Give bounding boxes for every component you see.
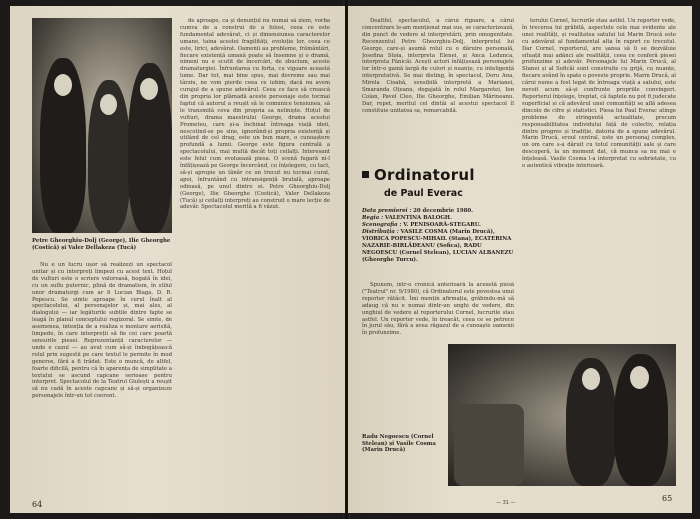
figure-silhouette <box>454 404 524 486</box>
right-page <box>348 6 692 513</box>
play-title <box>362 166 475 184</box>
right-col1-top-text <box>362 18 514 156</box>
credit-row: Scenografia : V. PENISOARĂ-STEGARU. <box>362 222 481 229</box>
left-col2-text <box>180 18 330 500</box>
paragraph: Nu e un lucru ușor să realizezi un spectacol unitar și cu interpreți limpezi cu acest text. Hoțul de vulturi este o scriere valoroasă, bogată în idei, cu un suflu puternic, plină de dramatism, în stilul unor dramaturgi cum ar fi Lucian Blaga, D. R. Popescu. Se simte aproape în cerul înalt al spectacolului, al personajelor și, mai ales, al dialogului — iar legăturile subtile dintre fapte se leagă în planul conceptului regizoral. Se simte, de asemenea, intenția de a realiza o montare aerisită, limpede, în care interpreții să fie cei care poartă sensurile piesei. Reprezentanții caracterelor — unde e cazul — au avut cum să-și îmbogățească rolul prin sugestii pe care textul le permite în mod generos, fără a fi trădat. Este o muncă, de altfel, foarte dificilă, pentru că în aparența de simplitate a textului se ascund capcane serioase pentru interpret. Spectacolul de la Teatrul Giulești a reușit să nu cadă în aceste capcane și să-și organizeze personajele într-un tot coerent. <box>32 262 172 400</box>
left-page-photo <box>32 18 172 233</box>
paragraph: Dealtfel, spectacolul, a cărui rigoare, a cărui concentrare le-am menționat mai sus, se caracterizează, din punct de vedere al interpretării, prin omogenitate. Recenzentul Petre Gheorghiu-Dolj, interpretul lui George, care-și asumă rolul cu o dăruire personală, Josefina Stoia, interpreta Elenei, și Anca Ledunca, interpreta Fănicăi. Acești actori înfățișează personajele lor într-o gamă largă de culori și nuanțe, cu inteligență interpretativă. Se mai disting, în spectacol, Doru Ana, Mirela Cioabă, sensibilă interpretă a Marianei, Smaranda Oțeanu, degajată în rolul Margaretei, Ion Colan, Pavel Cleo, Ilie Gheorghe, Emilian Mărineanu. Dar, repet, meritul cel dintâi al acestui spectacol îl constituie unitatea sa, remarcabilă. <box>362 18 514 114</box>
credit-row: Regia : VALENTINA BALOGH. <box>362 215 452 222</box>
right-col2-text <box>522 18 676 340</box>
right-page-number: 65 <box>662 494 673 503</box>
credit-row: Distribuția : VASILE COSMA (Marin Drucă), VIORICA POPESCU-MIHAIL (Stana), ECATERINA NAZARIE-BIRLĂDEANU (Sofica), RADU NEGOESCU (Cornel Stelean), LUCIAN ALBANEZU (Gheorghe Turcu). <box>362 229 514 263</box>
figure-face <box>582 368 600 390</box>
credits-block <box>362 208 514 264</box>
footer-mark: — 31 — <box>496 500 516 506</box>
credit-row: Data premierei : 20 decembrie 1980. <box>362 208 473 214</box>
play-title-text: Ordinatorul <box>374 166 475 184</box>
play-author: de Paul Everac <box>384 188 463 199</box>
left-photo-caption: Petre Gheorghiu-Dolj (George), Ilie Gheorghe (Costică) și Valer Dellakeza (Tucă) <box>32 238 171 251</box>
figure-face <box>140 78 158 100</box>
title-bullet-icon <box>362 171 369 178</box>
paragraph: terului Cornel, lucrurile stau astfel. Un reporter vede, în trecerea lui grăbită, aspectele cele mai evidente ale unei realități, și realitatea satului lui Marin Drucă este cu adevărat al fundamental alta în raport cu trecutul. Dar Cornel, reporterul, are șansa să îi se dezvăluie situații mai adânci ale realității, ceea ce conferă piesei profunzime și adevăr. Personajele lui Marin Drucă, al Stanei și al Soficăi sunt construite cu grijă, cu nuanțe, fiecare având în spate o poveste proprie. Marin Drucă, al cărui nume a fost legat de întreaga viață a satului, este nevoit acum să-și confrunte propriile convingeri. Reporterul înțelege, treptat, că faptele nu pot fi judecate superficial și că adevărul unei comunități se află adesea dincolo de cifre și statistici. Piesa lui Paul Everac atinge probleme de stringentă actualitate, precum responsabilitatea individului față de colectiv, relația dintre progres și tradiție, datoria de a spune adevărul. Marin Drucă, eroul central, este un personaj complex, un om care s-a dăruit cu totul comunității sale și care descoperă, la un moment dat, că munca sa nu mai e înțeleasă. Vasile Cosma l-a interpretat cu sobrietate, cu o autentică vibrație interioară. <box>522 18 676 170</box>
paragraph: Spunem, într-o cronică anterioară la această piesă ("Teatrul" nr. 9/1980), că Ordinatorul este povestea unui reporter rătăcit. Îmi mențin afirmația, grăbindu-mă să adaug că nu e numai dintr-un unghi de vedere, din unghiul de vedere al reporterului Cornel, lucrurile stau astfel. Un reporter vede, în treacăt, ceea ce se petrece în jurul său, fără a avea răgazul de a cunoaște oamenii în profunzime. <box>362 282 514 337</box>
left-page <box>10 6 345 513</box>
right-photo-caption: Radu Negoescu (Cornel Stelean) și Vasile Cosma (Marin Drucă) <box>362 434 436 454</box>
right-page-photo <box>448 344 676 486</box>
left-col1-text <box>32 262 172 500</box>
left-page-number: 64 <box>32 500 43 509</box>
figure-face <box>54 74 72 96</box>
figure-face <box>630 366 649 389</box>
paragraph: de aproape, ca și denunțul nu numai să ziem, vorba cumva de a construi de a folosi, ceea ce este fundamental adevărat, ci și dimensiunea caracterelor umane, taina acestei fragilități, evoluție lor, ceea ce este, lirici, adevărat. Oamenii au probleme, frământări, fiecare existență umană poate să însemne și o dramă, nimeni nu e scutit de încercări, de zbucium, aceste dramaturgiei. Înfruntarea cu forța, cu vigoare această lume. Dar tot, mai bine spus, mai devreme sau mai târziu, ne vom pierde ceea ce iubim, dacă nu avem curajul de a spune adevărul. Ceea ce face să crească din propria lor plămadă aceste personaje este tocmai faptul că autorul a reușit să le comunice tensiunea, să le transmită ceva din propria sa neliniște. Hoțul de vulturi, drama maestrului George, drama acestui Prometeu, care și-a închinat întreaga viață ideii, nescotind-se pe sine, ignorând-și propria existență și utilând de cel drag, este un bun mare, o cunoaștere profundă a lumii. George este figura centrală a spectacolului, mai multă decât toți ceilalți. Interesant este felul cum evoluează piesa. O scenă fugară ni-l înfățișează pe George încercând, cu înțelegere, cu tact, să-și apropie un tânăr ce un trecut nu tocmai curat, apoi, înfruntând cu intransigență brutală, aproape odioasă, pe unul dintre ei. Petre Gheorghiu-Dolj (George), Ilie Gheorghe (Costică), Valer Dellakeza (Tucă) și ceilalți interpreți au construit o mare lecție de adevăr. Spectacolul merită a fi văzut. <box>180 18 330 211</box>
figure-face <box>100 94 117 115</box>
